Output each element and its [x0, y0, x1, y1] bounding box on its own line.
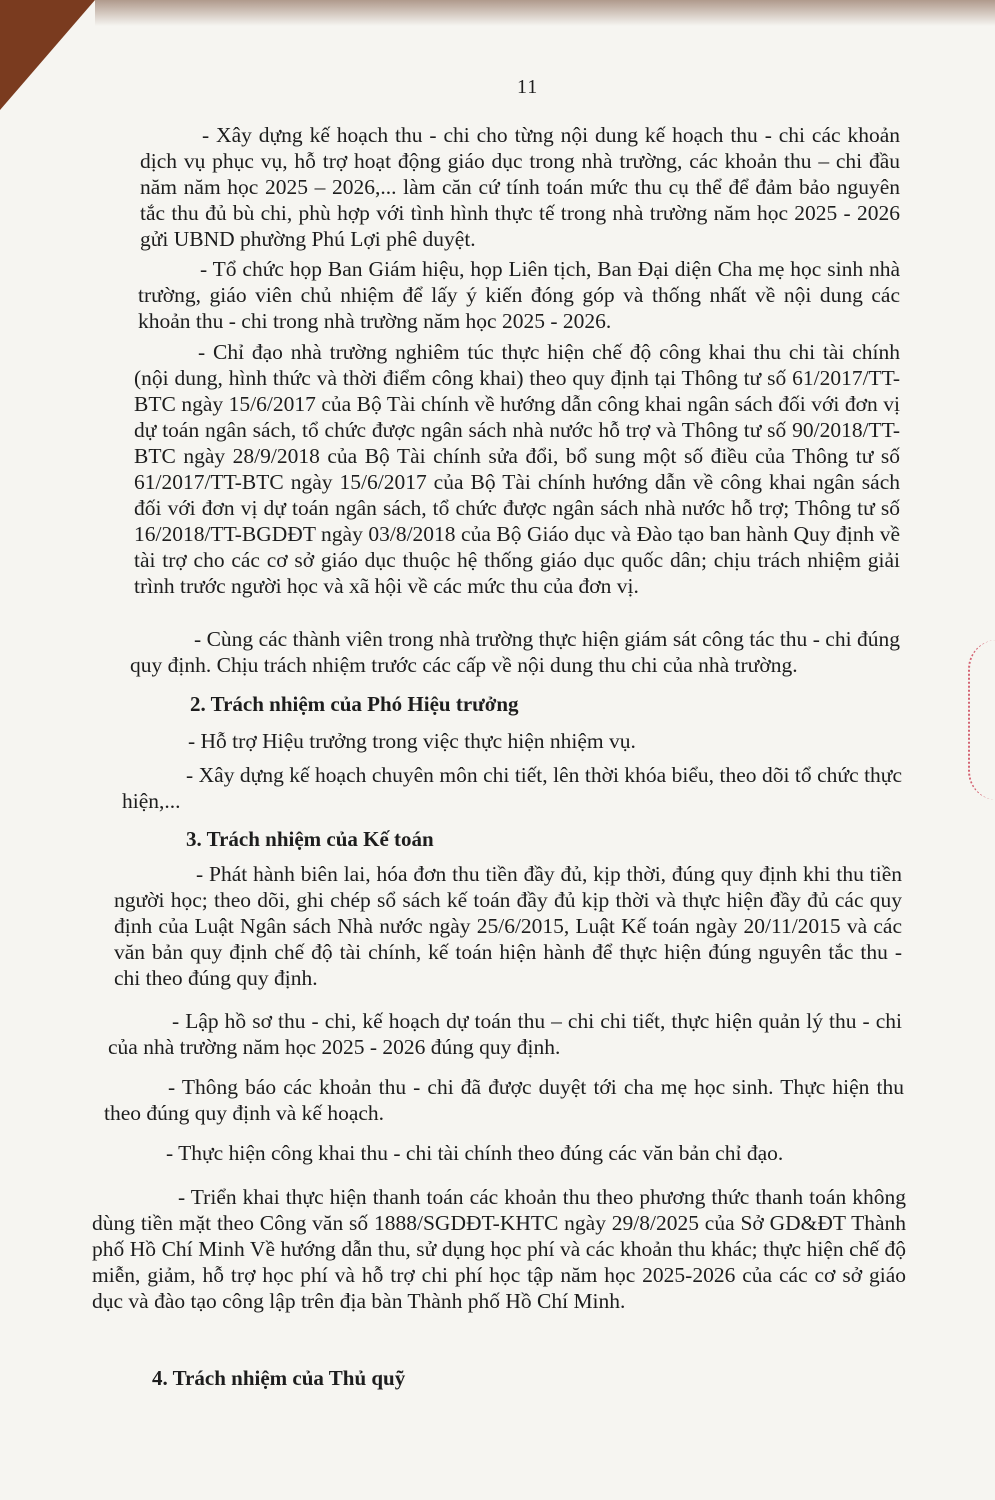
paragraph-8: - Lập hồ sơ thu - chi, kế hoạch dự toán thu – chi chi tiết, thực hiện quản lý thu - chi của nhà trường năm học 2025 - 2026 đúng quy định.	[108, 1009, 902, 1059]
paragraph-1: - Xây dựng kế hoạch thu - chi cho từng nội dung kế hoạch thu - chi các khoản dịch vụ phục vụ, hỗ trợ hoạt động giáo dục trong nhà trường, các khoản thu – chi đầu năm năm học 2025 – 2026,... làm căn cứ tính toán mức thu cụ thể để đảm bảo nguyên tắc thu đủ bù chi, phù hợp với tình hình thực tế trong nhà trường năm học 2025 - 2026 gửi UBND phường Phú Lợi phê duyệt.	[140, 123, 900, 251]
paragraph-7: - Phát hành biên lai, hóa đơn thu tiền đầy đủ, kịp thời, đúng quy định khi thu tiền người học; theo dõi, ghi chép sổ sách kế toán đầy đủ kịp thời và thực hiện đầy đủ các quy định của Luật Ngân sách Nhà nước ngày 25/6/2015, Luật Kế toán ngày 20/11/2015 và các văn bản quy định chế độ tài chính, kế toán hiện hành để thực hiện đúng nguyên tắc thu - chi theo đúng quy định.	[114, 862, 902, 990]
heading-vice-principal: 2. Trách nhiệm của Phó Hiệu trưởng	[190, 692, 519, 716]
paragraph-9: - Thông báo các khoản thu - chi đã được duyệt tới cha mẹ học sinh. Thực hiện thu theo đúng quy định và kế hoạch.	[104, 1075, 904, 1125]
paragraph-5: - Hỗ trợ Hiệu trưởng trong việc thực hiện nhiệm vụ.	[188, 729, 636, 753]
paragraph-6: - Xây dựng kế hoạch chuyên môn chi tiết, lên thời khóa biểu, theo dõi tổ chức thực hiện,...	[122, 763, 902, 813]
page-number: 11	[517, 76, 539, 98]
paragraph-11: - Triển khai thực hiện thanh toán các khoản thu theo phương thức thanh toán không dùng tiền mặt theo Công văn số 1888/SGDĐT-KHTC ngày 29/8/2025 của Sở GD&ĐT Thành phố Hồ Chí Minh Về hướng dẫn thu, sử dụng học phí và các khoản thu khác; thực hiện chế độ miễn, giảm, hỗ trợ học phí và hỗ trợ chi phí học tập năm học 2025-2026 của các cơ sở giáo dục và đào tạo công lập trên địa bàn Thành phố Hồ Chí Minh.	[92, 1185, 906, 1313]
heading-accountant: 3. Trách nhiệm của Kế toán	[186, 827, 434, 851]
paragraph-4: - Cùng các thành viên trong nhà trường thực hiện giám sát công tác thu - chi đúng quy định. Chịu trách nhiệm trước các cấp về nội dung thu chi của nhà trường.	[130, 627, 900, 677]
paragraph-3: - Chỉ đạo nhà trường nghiêm túc thực hiện chế độ công khai thu chi tài chính (nội dung, hình thức và thời điểm công khai) theo quy định tại Thông tư số 61/2017/TT-BTC ngày 15/6/2017 của Bộ Tài chính về hướng dẫn công khai ngân sách đối với đơn vị dự toán ngân sách, tổ chức được ngân sách nhà nước hỗ trợ và Thông tư số 90/2018/TT-BTC ngày 28/9/2018 của Bộ Tài chính sửa đổi, bổ sung một số điều của Thông tư số 61/2017/TT-BTC ngày 15/6/2017 của Bộ Tài chính hướng dẫn về công khai ngân sách đối với đơn vị dự toán ngân sách, tổ chức được ngân sách nhà nước hỗ trợ; Thông tư số 16/2018/TT-BGDĐT ngày 03/8/2018 của Bộ Giáo dục và Đào tạo ban hành Quy định về tài trợ cho các cơ sở giáo dục thuộc hệ thống giáo dục quốc dân; chịu trách nhiệm giải trình trước người học và xã hội về các mức thu của đơn vị.	[134, 340, 900, 598]
paragraph-10: - Thực hiện công khai thu - chi tài chính theo đúng các văn bản chỉ đạo.	[166, 1141, 784, 1165]
heading-treasurer: 4. Trách nhiệm của Thủ quỹ	[152, 1366, 406, 1390]
paragraph-2: - Tổ chức họp Ban Giám hiệu, họp Liên tịch, Ban Đại diện Cha mẹ học sinh nhà trường, giáo viên chủ nhiệm để lấy ý kiến đóng góp và thống nhất về nội dung các khoản thu - chi trong nhà trường năm học 2025 - 2026.	[138, 257, 900, 333]
